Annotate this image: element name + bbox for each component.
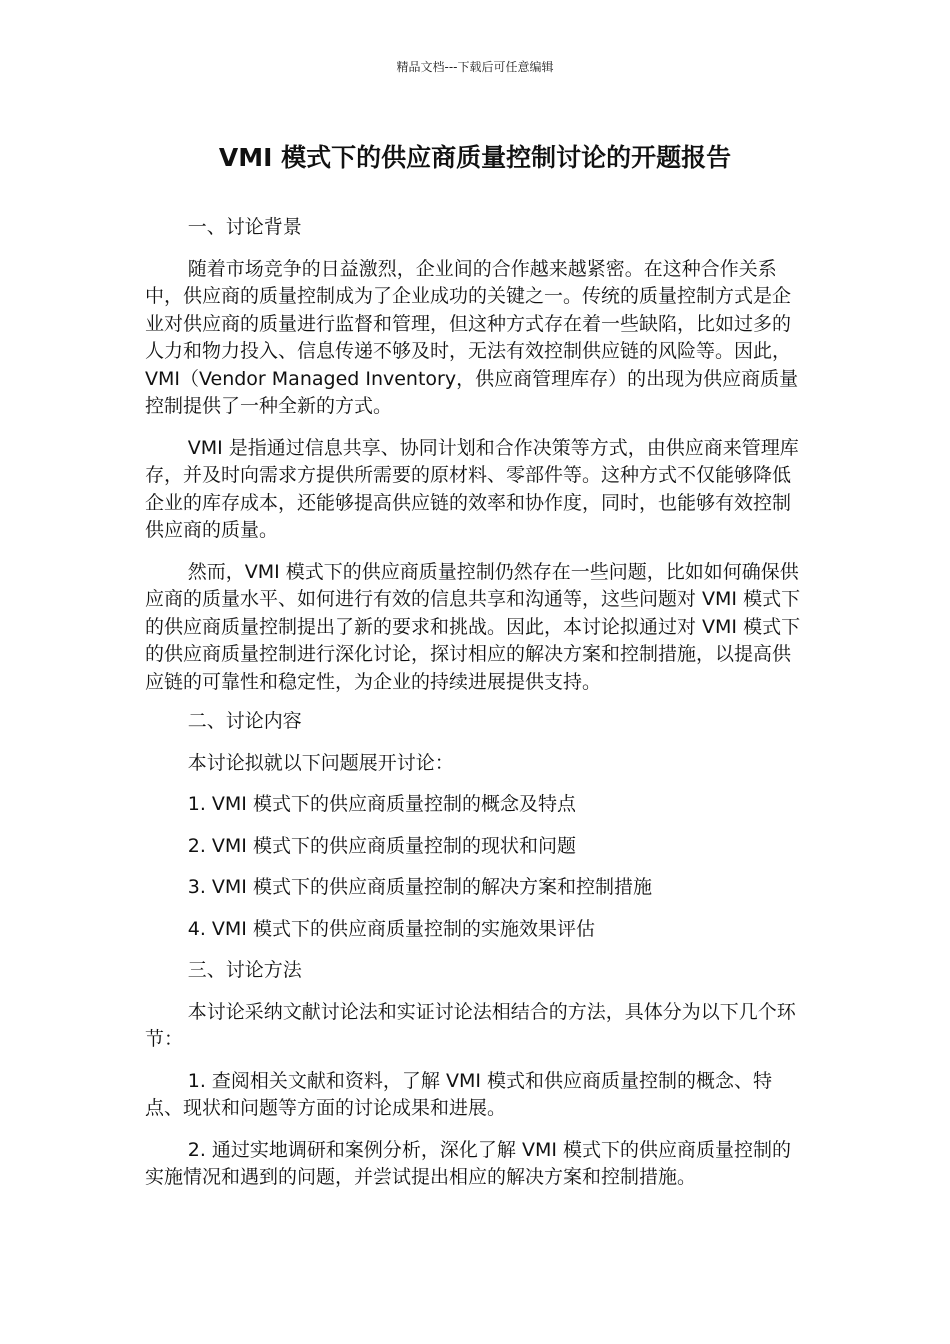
header-note: 精品文档---下载后可任意编辑 — [396, 60, 554, 74]
content-item-4: 4. VMI 模式下的供应商质量控制的实施效果评估 — [187, 917, 595, 940]
document-body — [145, 214, 805, 1206]
content-intro: 本讨论拟就以下问题展开讨论： — [187, 751, 454, 774]
background-paragraph-3: 然而，VMI 模式下的供应商质量控制仍然存在一些问题，比如如何确保供应商的质量水平、如何进行有效的信息共享和沟通等，这些问题对 VMI 模式下的供应商质量控制提出了新的要求和挑战。因此，本讨论拟通过对 VMI 模式下的供应商质量控制进行深化讨论，探讨相应的解决方案和控制措施，以提高供应链的可靠性和稳定性，为企业的持续进展提供支持。 — [145, 560, 801, 693]
method-intro: 本讨论采纳文献讨论法和实证讨论法相结合的方法，具体分为以下几个环节： — [145, 1000, 796, 1050]
background-paragraph-1: 随着市场竞争的日益激烈，企业间的合作越来越紧密。在这种合作关系中，供应商的质量控制成为了企业成功的关键之一。传统的质量控制方式是企业对供应商的质量进行监督和管理，但这种方式存在着一些缺陷，比如过多的人力和物力投入、信息传递不够及时，无法有效控制供应链的风险等。因此，VMI（Vendor Managed Inventory，供应商管理库存）的出现为供应商质量控制提供了一种全新的方式。 — [145, 257, 799, 417]
document-title: VMI 模式下的供应商质量控制讨论的开题报告 — [218, 143, 732, 172]
content-item-3: 3. VMI 模式下的供应商质量控制的解决方案和控制措施 — [187, 876, 652, 898]
section-heading-content: 二、讨论内容 — [187, 710, 302, 732]
content-item-1: 1. VMI 模式下的供应商质量控制的概念及特点 — [187, 793, 576, 815]
section-heading-background: 一、讨论背景 — [187, 216, 302, 238]
content-item-2: 2. VMI 模式下的供应商质量控制的现状和问题 — [187, 834, 576, 857]
method-item-1: 1. 查阅相关文献和资料，了解 VMI 模式和供应商质量控制的概念、特点、现状和问题等方面的讨论成果和进展。 — [145, 1069, 772, 1119]
method-item-2: 2. 通过实地调研和案例分析，深化了解 VMI 模式下的供应商质量控制的实施情况和遇到的问题，并尝试提出相应的解决方案和控制措施。 — [145, 1138, 791, 1188]
background-paragraph-2: VMI 是指通过信息共享、协同计划和合作决策等方式，由供应商来管理库存，并及时向需求方提供所需要的原材料、零部件等。这种方式不仅能够降低企业的库存成本，还能够提高供应链的效率和协作度，同时，也能够有效控制供应商的质量。 — [145, 436, 799, 541]
section-heading-method: 三、讨论方法 — [187, 959, 302, 981]
